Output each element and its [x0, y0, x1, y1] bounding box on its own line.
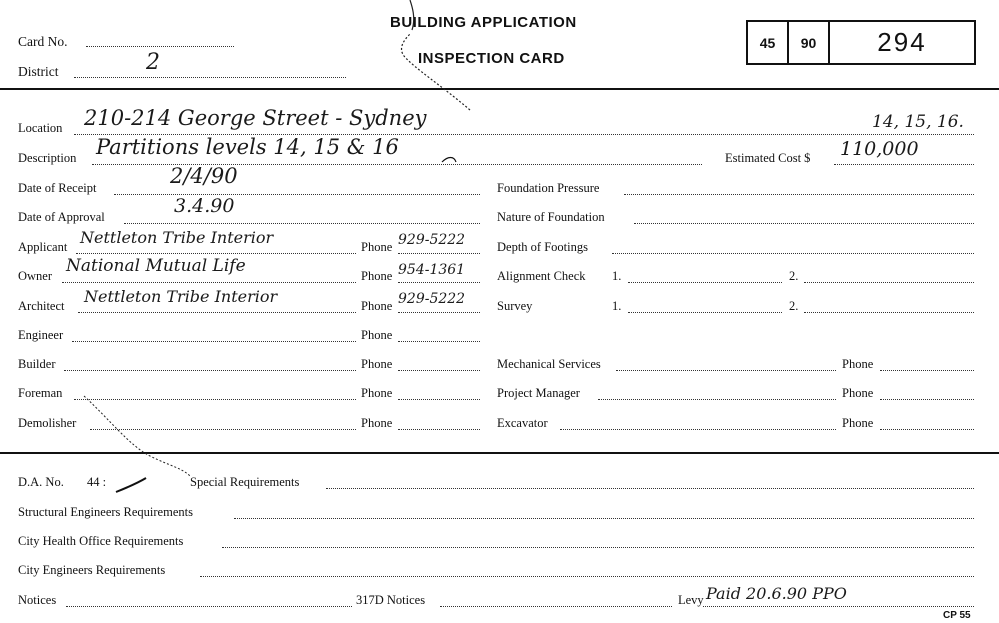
foundation-pressure-label: Foundation Pressure — [497, 181, 600, 195]
special-requirements-label: Special Requirements — [190, 475, 300, 489]
date-of-approval-label: Date of Approval — [18, 210, 105, 224]
alignment-check-label: Alignment Check — [497, 269, 586, 283]
card-code-1: 45 — [748, 22, 789, 63]
health-requirements-label: City Health Office Requirements — [18, 534, 184, 548]
form-title-line1: BUILDING APPLICATION — [390, 14, 577, 31]
card-no-label: Card No. — [18, 34, 68, 49]
survey-num-2: 2. — [789, 299, 799, 313]
architect-value: Nettleton Tribe Interior — [84, 287, 278, 306]
survey-num-1: 1. — [612, 299, 622, 313]
builder-label: Builder — [18, 357, 56, 371]
location-value: 210-214 George Street - Sydney — [84, 106, 427, 130]
date-of-approval-value: 3.4.90 — [174, 195, 235, 217]
owner-phone-value: 954-1361 — [398, 262, 466, 278]
da-no-value: 44 : — [87, 475, 107, 489]
mechanical-services-label: Mechanical Services — [497, 357, 601, 371]
owner-value: National Mutual Life — [66, 256, 246, 276]
pen-trace-upper — [402, 34, 470, 110]
applicant-value: Nettleton Tribe Interior — [80, 228, 274, 247]
levy-label: Levy — [678, 593, 704, 607]
location-levels-value: 14, 15, 16. — [872, 112, 964, 132]
card-number: 294 — [877, 27, 927, 57]
form-title-line2: INSPECTION CARD — [418, 50, 565, 67]
notices-label: Notices — [18, 593, 57, 607]
builder-phone-label: Phone — [361, 357, 393, 371]
applicant-label: Applicant — [18, 240, 68, 254]
mechanical-services-phone-label: Phone — [842, 357, 874, 371]
engineer-label: Engineer — [18, 328, 64, 342]
da-no-label: D.A. No. — [18, 475, 64, 489]
structural-requirements-label: Structural Engineers Requirements — [18, 505, 193, 519]
engineer-phone-label: Phone — [361, 328, 393, 342]
excavator-label: Excavator — [497, 416, 548, 430]
tick-mark — [116, 478, 146, 492]
description-label: Description — [18, 151, 77, 165]
district-value: 2 — [146, 50, 160, 75]
city-engineers-requirements-label: City Engineers Requirements — [18, 563, 166, 577]
317d-notices-label: 317D Notices — [356, 593, 426, 607]
excavator-phone-label: Phone — [842, 416, 874, 430]
estimated-cost-label: Estimated Cost $ — [725, 151, 811, 165]
owner-phone-label: Phone — [361, 269, 393, 283]
alignment-check-num-2: 2. — [789, 269, 799, 283]
foreman-phone-label: Phone — [361, 386, 393, 400]
description-value: Partitions levels 14, 15 & 16 — [96, 135, 399, 159]
estimated-cost-value: 110,000 — [840, 138, 919, 160]
demolisher-phone-label: Phone — [361, 416, 393, 430]
date-of-receipt-value: 2/4/90 — [170, 164, 238, 188]
survey-label: Survey — [497, 299, 533, 313]
architect-label: Architect — [18, 299, 65, 313]
foreman-label: Foreman — [18, 386, 63, 400]
project-manager-label: Project Manager — [497, 386, 580, 400]
pen-stroke-top — [410, 0, 414, 30]
levy-value: Paid 20.6.90 PPO — [706, 584, 847, 603]
pen-trace-lower — [84, 396, 190, 476]
project-manager-phone-label: Phone — [842, 386, 874, 400]
applicant-phone-value: 929-5222 — [398, 232, 466, 248]
district-label: District — [18, 64, 59, 79]
nature-of-foundation-label: Nature of Foundation — [497, 210, 605, 224]
location-label: Location — [18, 121, 63, 135]
form-code: CP 55 — [943, 610, 971, 621]
alignment-check-num-1: 1. — [612, 269, 622, 283]
card-code-2: 90 — [789, 22, 830, 63]
owner-label: Owner — [18, 269, 53, 283]
ampersand-stroke — [442, 158, 456, 163]
date-of-receipt-label: Date of Receipt — [18, 181, 97, 195]
architect-phone-label: Phone — [361, 299, 393, 313]
demolisher-label: Demolisher — [18, 416, 77, 430]
depth-of-footings-label: Depth of Footings — [497, 240, 588, 254]
architect-phone-value: 929-5222 — [398, 291, 466, 307]
applicant-phone-label: Phone — [361, 240, 393, 254]
